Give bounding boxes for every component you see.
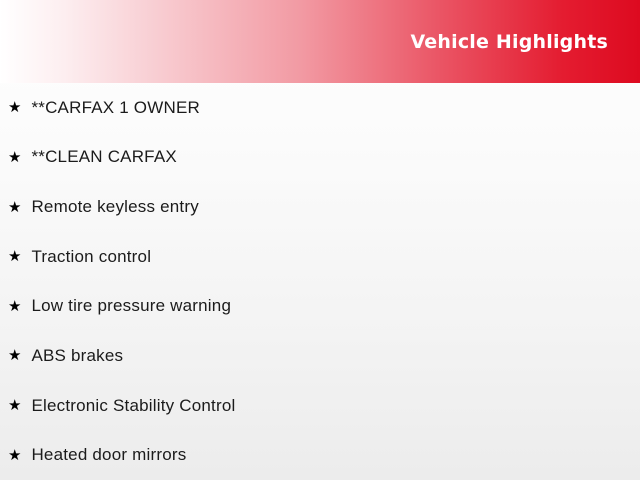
list-item (0, 331, 640, 381)
list-item (0, 182, 640, 232)
star-icon: ★ (8, 99, 22, 117)
star-icon: ★ (8, 248, 22, 266)
list-item (0, 83, 640, 133)
highlight-label: ABS brakes (31, 345, 124, 365)
star-icon: ★ (8, 297, 22, 315)
list-item (0, 430, 640, 480)
header-banner (0, 0, 640, 83)
list-item (0, 282, 640, 332)
list-item (0, 133, 640, 183)
highlight-label: Heated door mirrors (31, 445, 187, 465)
star-icon: ★ (8, 347, 22, 365)
highlights-list (0, 83, 640, 480)
highlight-label: Remote keyless entry (31, 197, 199, 217)
list-item (0, 381, 640, 431)
page-title: Vehicle Highlights (410, 30, 608, 53)
star-icon: ★ (8, 148, 22, 166)
star-icon: ★ (8, 397, 22, 415)
highlight-label: Traction control (31, 246, 152, 266)
star-icon: ★ (8, 198, 22, 216)
highlight-label: Electronic Stability Control (31, 395, 236, 415)
star-icon: ★ (8, 446, 22, 464)
highlight-label: **CARFAX 1 OWNER (31, 97, 200, 117)
list-item (0, 232, 640, 282)
highlight-label: **CLEAN CARFAX (31, 147, 177, 167)
highlight-label: Low tire pressure warning (31, 296, 232, 316)
